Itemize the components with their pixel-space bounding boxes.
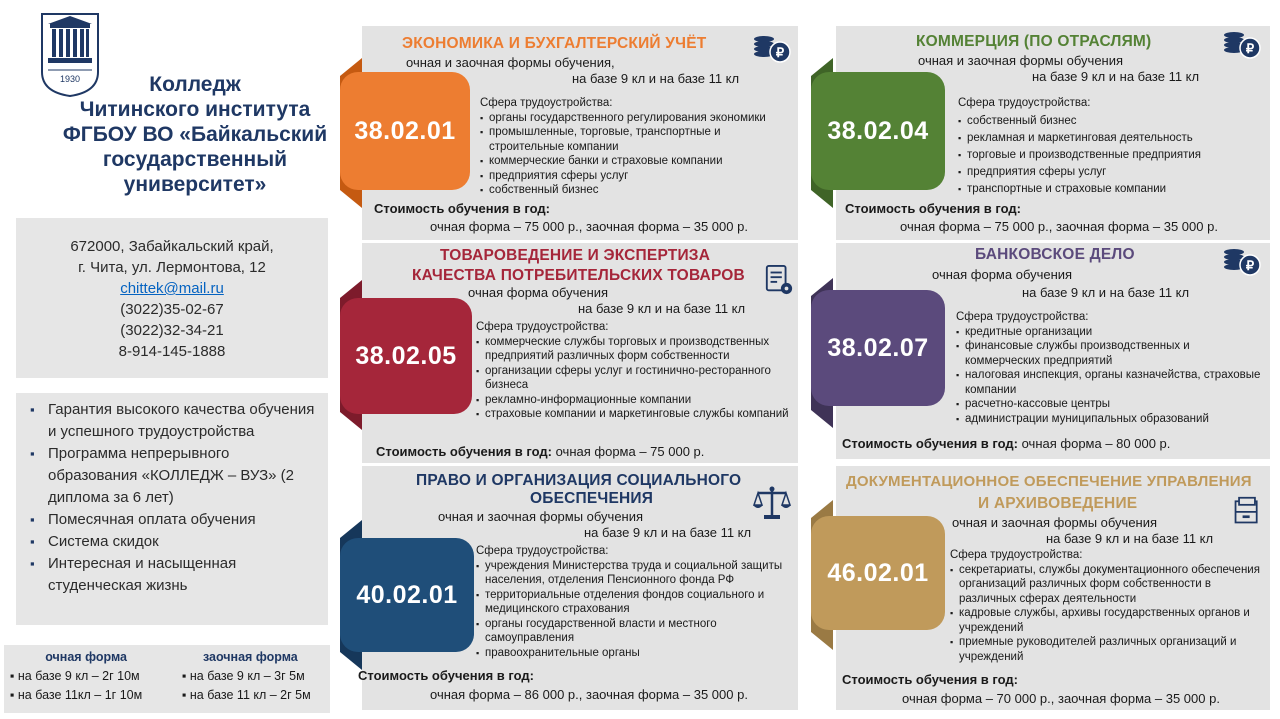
program-base: на базе 9 кл и на базе 11 кл [584, 525, 752, 540]
program-forms: очная форма обучения [932, 267, 1073, 282]
sphere-item: ▪ предприятия сферы услуг [480, 169, 798, 184]
sphere-item: ▪ собственный бизнес [480, 183, 798, 198]
employment-sphere [958, 96, 1268, 198]
cost-label: Стоимость обучения в год: [845, 201, 1021, 216]
sphere-item: ▪ рекламно-информационные компании [476, 393, 794, 408]
logo-year: 1930 [59, 74, 81, 84]
program-base: на базе 9 кл и на базе 11 кл [578, 301, 746, 316]
parttime-duration-title: заочная форма [202, 650, 298, 664]
sphere-item: ▪ организации сферы услуг и гостинично-ресторанного бизнеса [476, 364, 794, 393]
program-base: на базе 9 кл и на базе 11 кл [572, 71, 740, 86]
program-title: ЭКОНОМИКА И БУХГАЛТЕРСКИЙ УЧЁТ [402, 35, 707, 52]
sphere-label: Сфера трудоустройства: [480, 97, 613, 109]
program-forms: очная и заочная формы обучения [952, 515, 1158, 530]
cost-label: Стоимость обучения в год: [374, 201, 550, 216]
employment-sphere [950, 548, 1268, 664]
program-forms: очная и заочная формы обучения [918, 53, 1124, 68]
cost-label: Стоимость обучения в год: [842, 672, 1018, 687]
program-code-badge: 38.02.05 [340, 298, 472, 414]
program-cost-values: очная форма – 86 000 р., заочная форма – 35 000 р. [430, 687, 748, 702]
sphere-item: ▪ рекламная и маркетинговая деятельность [958, 130, 1268, 147]
phone-2: (3022)32-34-21 [120, 322, 224, 339]
program-cost-values: очная форма – 75 000 р., заочная форма – 35 000 р. [430, 219, 748, 234]
duration-row: ▪ на базе 9 кл – 2г 10м [10, 667, 142, 686]
sphere-item: ▪ коммерческие службы торговых и производственных предприятий различных форм собственности [476, 335, 794, 364]
program-code-badge: 38.02.01 [340, 72, 470, 190]
program-title: БАНКОВСКОЕ ДЕЛО [975, 246, 1135, 263]
email-link[interactable]: chittek@mail.ru [120, 280, 224, 297]
sphere-label: Сфера трудоустройства: [476, 321, 609, 333]
sphere-item: ▪ учреждения Министерства труда и социальной защиты населения, отделения Пенсионного фонда РФ [476, 559, 798, 588]
program-cost [842, 435, 1170, 453]
sphere-item: ▪ кадровые службы, архивы государственных органов и учреждений [950, 606, 1268, 635]
employment-sphere [480, 96, 798, 198]
program-forms: очная форма обучения [468, 285, 609, 300]
program-cost [842, 671, 1018, 689]
feature-item: ▪ Гарантия высокого качества обучения и успешного трудоустройства [30, 399, 322, 443]
employment-sphere [476, 320, 794, 422]
address-line-1: 672000, Забайкальский край, [70, 238, 274, 255]
duration-row: ▪ на базе 11кл – 1г 10м [10, 686, 142, 705]
coins-ruble-icon [752, 30, 792, 64]
program-base: на базе 9 кл и на базе 11 кл [1046, 531, 1214, 546]
coins-ruble-icon [1222, 26, 1262, 60]
program-title-line-2: КАЧЕСТВА ПОТРЕБИТЕЛЬСКИХ ТОВАРОВ [412, 267, 745, 284]
program-code-badge: 38.02.04 [811, 72, 945, 190]
duration-row: ▪ на базе 9 кл – 3г 5м [182, 667, 311, 686]
sphere-label: Сфера трудоустройства: [950, 549, 1083, 561]
program-cost-values: очная форма – 80 000 р. [1021, 436, 1171, 451]
coins-ruble-icon [1222, 243, 1262, 277]
sphere-item: ▪ администрации муниципальных образований [956, 412, 1266, 427]
program-title-line-1: ТОВАРОВЕДЕНИЕ И ЭКСПЕРТИЗА [440, 247, 711, 264]
sphere-label: Сфера трудоустройства: [476, 545, 609, 557]
program-cost [845, 200, 1021, 218]
sphere-item: ▪ собственный бизнес [958, 113, 1268, 130]
svg-text:₽: ₽ [1245, 258, 1255, 273]
sphere-item: ▪ транспортные и страховые компании [958, 181, 1268, 198]
program-cost [374, 200, 550, 218]
fulltime-duration-title: очная форма [45, 650, 127, 664]
program-title-line-1: ДОКУМЕНТАЦИОННОЕ ОБЕСПЕЧЕНИЕ УПРАВЛЕНИЯ [846, 473, 1252, 490]
employment-sphere [476, 544, 798, 660]
sphere-item: ▪ страховые компании и маркетинговые службы компаний [476, 407, 794, 422]
sphere-item: ▪ кредитные организации [956, 325, 1266, 340]
sphere-item: ▪ налоговая инспекция, органы казначейства, страховые компании [956, 368, 1266, 397]
feature-item: ▪ Программа непрерывного образования «КОЛЛЕДЖ – ВУЗ» (2 диплома за 6 лет) [30, 443, 322, 509]
program-code-badge: 46.02.01 [811, 516, 945, 630]
employment-sphere [956, 310, 1266, 426]
sphere-item: ▪ правоохранительные органы [476, 646, 798, 661]
cost-label: Стоимость обучения в год: [358, 668, 534, 683]
sphere-item: ▪ приемные руководителей различных организаций и учреждений [950, 635, 1268, 664]
features-panel [16, 393, 328, 625]
program-cost-values: очная форма – 75 000 р. [555, 444, 705, 459]
phone-3: 8-914-145-1888 [118, 343, 226, 360]
program-cost [376, 443, 704, 461]
feature-item: ▪ Помесячная оплата обучения [30, 509, 322, 531]
feature-item: ▪ Система скидок [30, 531, 322, 553]
program-base: на базе 9 кл и на базе 11 кл [1022, 285, 1190, 300]
program-code-badge: 40.02.01 [340, 538, 474, 652]
sphere-item: ▪ территориальные отделения фондов социального и медицинского страхования [476, 588, 798, 617]
program-forms: очная и заочная формы обучения, [406, 55, 615, 70]
program-cost [358, 667, 534, 685]
document-gear-icon [764, 264, 794, 296]
contacts-panel [16, 218, 328, 378]
address-line-2: г. Чита, ул. Лермонтова, 12 [78, 259, 266, 276]
program-code-badge: 38.02.07 [811, 290, 945, 406]
archive-box-icon [1232, 496, 1262, 526]
program-title: КОММЕРЦИЯ (ПО ОТРАСЛЯМ) [916, 33, 1152, 50]
sphere-item: ▪ промышленные, торговые, транспортные и строительные компании [480, 125, 798, 154]
sphere-label: Сфера трудоустройства: [958, 97, 1091, 109]
college-title: Колледж Читинского института ФГБОУ ВО «Байкальский государственный университет» [62, 73, 328, 196]
sphere-item: ▪ торговые и производственные предприятия [958, 147, 1268, 164]
program-cost-values: очная форма – 75 000 р., заочная форма – 35 000 р. [900, 219, 1218, 234]
sphere-item: ▪ органы государственного регулирования экономики [480, 111, 798, 126]
sphere-item: ▪ предприятия сферы услуг [958, 164, 1268, 181]
program-base: на базе 9 кл и на базе 11 кл [1032, 69, 1200, 84]
feature-item: ▪ Интересная и насыщенная студенческая жизнь [30, 553, 322, 597]
program-cost-values: очная форма – 70 000 р., заочная форма – 35 000 р. [902, 691, 1220, 706]
program-title-line-1: ПРАВО И ОРГАНИЗАЦИЯ СОЦИАЛЬНОГО [416, 472, 742, 489]
sphere-label: Сфера трудоустройства: [956, 311, 1089, 323]
phone-1: (3022)35-02-67 [120, 301, 224, 318]
sphere-item: ▪ коммерческие банки и страховые компании [480, 154, 798, 169]
program-title-line-2: ОБЕСПЕЧЕНИЯ [530, 490, 654, 507]
parttime-duration [182, 648, 311, 705]
study-duration-panel [4, 645, 330, 713]
fulltime-duration [10, 648, 142, 705]
scales-icon [752, 485, 792, 521]
program-forms: очная и заочная формы обучения [438, 509, 644, 524]
sphere-item: ▪ расчетно-кассовые центры [956, 397, 1266, 412]
sphere-item: ▪ секретариаты, службы документационного обеспечения организаций различных форм собственности в различных сферах деятельности [950, 563, 1268, 607]
svg-text:₽: ₽ [1245, 41, 1255, 56]
svg-text:₽: ₽ [775, 45, 785, 60]
program-title-line-2: И АРХИВОВЕДЕНИЕ [978, 495, 1138, 512]
cost-label: Стоимость обучения в год: [842, 436, 1018, 451]
sphere-item: ▪ финансовые службы производственных и коммерческих предприятий [956, 339, 1266, 368]
duration-row: ▪ на базе 11 кл – 2г 5м [182, 686, 311, 705]
sphere-item: ▪ органы государственной власти и местного самоуправления [476, 617, 798, 646]
cost-label: Стоимость обучения в год: [376, 444, 552, 459]
